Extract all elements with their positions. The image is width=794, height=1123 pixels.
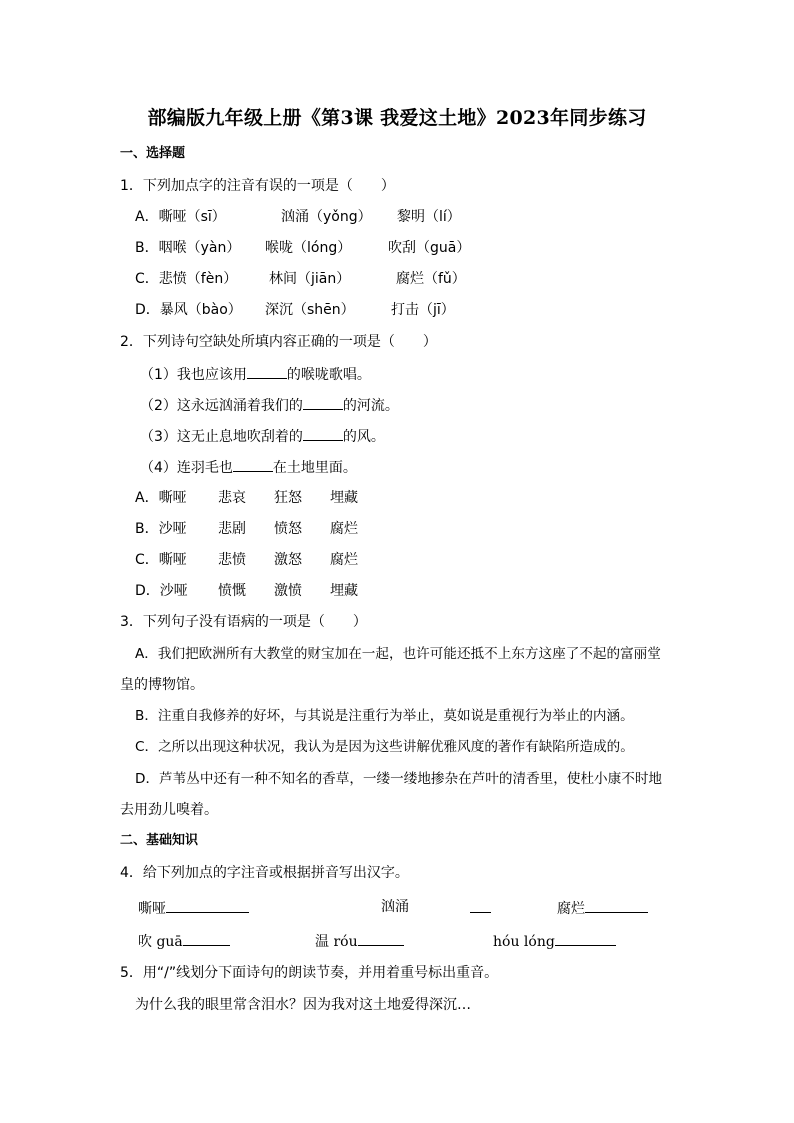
q2-line-4-pre: （4）连羽毛也 xyxy=(140,460,233,476)
q2-option-b-w3: 愤怒 xyxy=(274,521,302,537)
answer-blank[interactable] xyxy=(470,899,491,913)
q1-option-c: C．悲愤（fèn） xyxy=(135,271,238,287)
q4-item-3-word: 腐烂 xyxy=(557,901,585,917)
q4-item-2-word: 汹涌 xyxy=(381,899,409,915)
q4-item-5-word: 温 róu xyxy=(315,934,358,950)
q2-line-2-pre: （2）这永远汹涌着我们的 xyxy=(140,398,303,414)
answer-blank[interactable] xyxy=(166,899,249,913)
question-1-stem: 1．下列加点字的注音有误的一项是（ ） xyxy=(120,178,395,194)
q2-line-3-post: 的风。 xyxy=(342,429,385,445)
answer-blank[interactable] xyxy=(247,365,287,379)
q4-item-1-word: 嘶哑 xyxy=(138,901,166,917)
q2-option-a-w3: 狂怒 xyxy=(274,490,302,506)
q2-option-d: D．沙哑 xyxy=(135,583,188,599)
q2-line-1-pre: （1）我也应该用 xyxy=(140,367,247,383)
q4-item-5 xyxy=(315,932,404,950)
q2-option-c: C．嘶哑 xyxy=(135,552,187,568)
q3-option-a-line2: 皇的博物馆。 xyxy=(120,677,204,693)
q2-option-b-w2: 悲剧 xyxy=(218,521,246,537)
q2-option-c-w2: 悲愤 xyxy=(218,552,246,568)
q1-option-d: D．暴风（bào） xyxy=(135,302,242,318)
q4-item-4 xyxy=(138,932,230,950)
q3-option-b: B．注重自我修养的好坏，与其说是注重行为举止，莫如说是重视行为举止的内涵。 xyxy=(135,708,634,724)
q2-option-c-w4: 腐烂 xyxy=(330,552,358,568)
answer-blank[interactable] xyxy=(555,932,616,946)
answer-blank[interactable] xyxy=(585,899,648,913)
section-heading-basics: 二、基础知识 xyxy=(120,833,199,848)
q2-option-a-w2: 悲哀 xyxy=(218,490,246,506)
q4-item-6 xyxy=(493,932,616,950)
q2-line-1-post: 的喉咙歌唱。 xyxy=(286,367,371,383)
q2-option-d-w2: 愤慨 xyxy=(218,583,246,599)
q1-option-c-word3: 腐烂（fǔ） xyxy=(396,271,466,287)
q2-line-3-pre: （3）这无止息地吹刮着的 xyxy=(140,429,303,445)
answer-blank[interactable] xyxy=(303,427,343,441)
q2-option-a-w4: 埋藏 xyxy=(330,490,358,506)
q3-option-a-line1: A．我们把欧洲所有大教堂的财宝加在一起，也许可能还抵不上东方这座了不起的富丽堂 xyxy=(135,646,661,662)
q2-line-1 xyxy=(140,365,371,383)
question-4-stem: 4．给下列加点的字注音或根据拼音写出汉字。 xyxy=(120,865,409,881)
q4-item-2 xyxy=(381,899,409,915)
q5-poem-line: 为什么我的眼里常含泪水？因为我对这土地爱得深沉… xyxy=(135,997,471,1013)
answer-blank[interactable] xyxy=(183,932,230,946)
q4-item-1 xyxy=(138,899,249,917)
q2-line-2-post: 的河流。 xyxy=(342,398,399,414)
q1-option-a-word3: 黎明（lí） xyxy=(397,209,461,225)
q4-item-4-word: 吹 guā xyxy=(138,934,183,950)
q2-option-a: A．嘶哑 xyxy=(135,490,187,506)
q2-option-b-w4: 腐烂 xyxy=(330,521,358,537)
q1-option-b: B．咽喉（yàn） xyxy=(135,240,241,256)
question-3-stem: 3．下列句子没有语病的一项是（ ） xyxy=(120,614,367,630)
q1-option-b-word2: 喉咙（lóng） xyxy=(265,240,352,256)
q1-option-d-word2: 深沉（shēn） xyxy=(265,302,355,318)
q4-item-2-blank xyxy=(470,899,491,917)
q4-item-6-word: hóu lóng xyxy=(493,934,555,950)
q2-option-b: B．沙哑 xyxy=(135,521,187,537)
q4-item-3 xyxy=(557,899,648,917)
q3-option-d-line1: D．芦苇丛中还有一种不知名的香草，一缕一缕地掺杂在芦叶的清香里，使杜小康不时地 xyxy=(135,771,663,787)
answer-blank[interactable] xyxy=(358,932,404,946)
q2-line-3 xyxy=(140,427,385,445)
q2-option-d-w4: 埋藏 xyxy=(330,583,358,599)
section-heading-choice: 一、选择题 xyxy=(120,146,186,161)
q1-option-c-word2: 林间（jiān） xyxy=(269,271,351,287)
page-title: 部编版九年级上册《第3课 我爱这土地》2023年同步练习 xyxy=(147,107,647,129)
q3-option-c: C．之所以出现这种状况，我认为是因为这些讲解优雅风度的著作有缺陷所造成的。 xyxy=(135,739,634,755)
q1-option-a: A．嘶哑（sī） xyxy=(135,209,226,225)
q1-option-b-word3: 吹刮（guā） xyxy=(388,240,471,256)
q1-option-a-word2: 汹涌（yǒng） xyxy=(281,209,372,225)
q2-option-d-w3: 激愤 xyxy=(274,583,302,599)
q2-line-2 xyxy=(140,396,399,414)
q2-option-c-w3: 激怒 xyxy=(274,552,302,568)
answer-blank[interactable] xyxy=(303,396,343,410)
q2-line-4-post: 在土地里面。 xyxy=(272,460,357,476)
answer-blank[interactable] xyxy=(233,458,273,472)
question-2-stem: 2．下列诗句空缺处所填内容正确的一项是（ ） xyxy=(120,334,437,350)
q1-option-d-word3: 打击（jī） xyxy=(391,302,455,318)
q3-option-d-line2: 去用劲儿嗅着。 xyxy=(120,802,218,818)
question-5-stem: 5．用“/”线划分下面诗句的朗读节奏，并用着重号标出重音。 xyxy=(120,965,499,981)
q2-line-4 xyxy=(140,458,357,476)
